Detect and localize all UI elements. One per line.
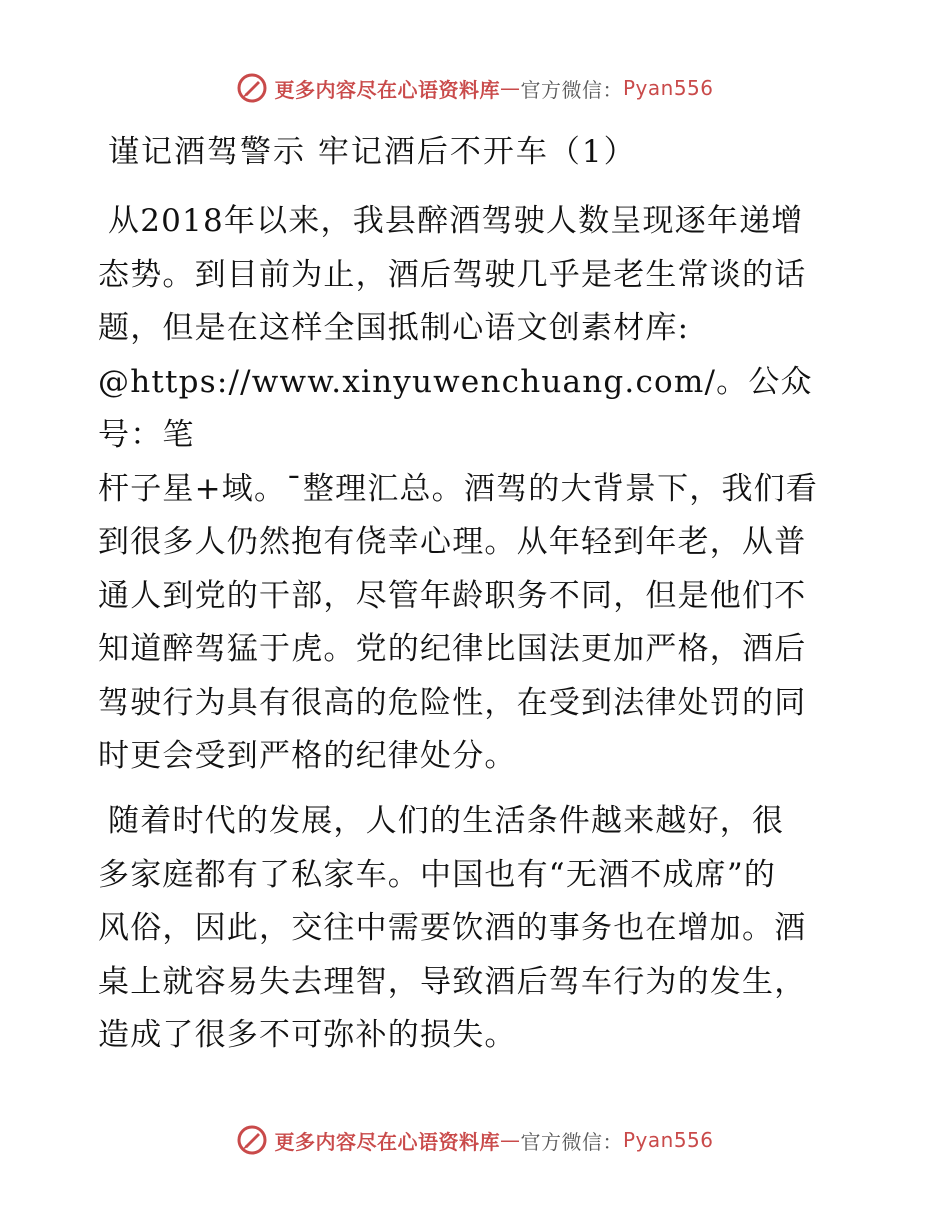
- paragraph-line: 驾驶行为具有很高的危险性，在受到法律处罚的同: [98, 684, 807, 721]
- paragraph-line: 到很多人仍然抱有侥幸心理。从年轻到年老，从普: [98, 524, 807, 560]
- paragraph-line: 通人到党的干部，尽管年龄职务不同，但是他们不: [98, 577, 807, 614]
- paragraph-line: 杆子星+域。¯整理汇总。酒驾的大背景下，我们看: [98, 470, 819, 507]
- paragraph-line: 造成了很多不可弥补的损失。: [98, 1017, 517, 1053]
- paragraph-line: 多家庭都有了私家车。中国也有“无酒不成席”的: [98, 856, 777, 893]
- footer-banner: [0, 1124, 950, 1156]
- paragraph-1: [98, 195, 850, 784]
- footer-wechat-label: 官方微信：: [520, 1129, 623, 1154]
- paragraph-line: 风俗，因此，交往中需要饮酒的事务也在增加。酒: [98, 910, 807, 946]
- paragraph-line: 知道醉驾猛于虎。党的纪律比国法更加严格，酒后: [98, 631, 807, 667]
- paragraph-line: 随着时代的发展，人们的生活条件越来越好，很: [108, 803, 785, 839]
- paragraph-line: 时更会受到严格的纪律处分。: [98, 738, 517, 774]
- paragraph-line: 桌上就容易失去理智，导致酒后驾车行为的发生，: [98, 963, 807, 1000]
- header-banner: [0, 72, 950, 104]
- header-banner-text: 更多内容尽在心语资料库: [274, 77, 500, 102]
- paragraph-line: @https://www.xinyuwenchuang.com/。公众号：笔: [98, 363, 813, 453]
- pen-logo-icon: [236, 72, 268, 104]
- paragraph-2: [98, 795, 850, 1063]
- footer-banner-text: 更多内容尽在心语资料库: [274, 1129, 500, 1154]
- paragraph-line: 题，但是在这样全国抵制心语文创素材库:: [98, 310, 690, 346]
- paragraph-line: 从2018年以来，我县醉酒驾驶人数呈现逐年递增: [108, 203, 804, 239]
- footer-wechat-id: Pyan556: [622, 1128, 714, 1152]
- header-banner-separator: —: [499, 76, 521, 100]
- footer-banner-separator: —: [499, 1128, 521, 1152]
- paragraph-line: 态势。到目前为止，酒后驾驶几乎是老生常谈的话: [98, 256, 807, 293]
- document-title: 谨记酒驾警示 牢记酒后不开车（1）: [108, 134, 637, 170]
- header-wechat-id: Pyan556: [622, 76, 714, 100]
- header-wechat-label: 官方微信：: [520, 77, 623, 102]
- pen-logo-icon: [236, 1124, 268, 1156]
